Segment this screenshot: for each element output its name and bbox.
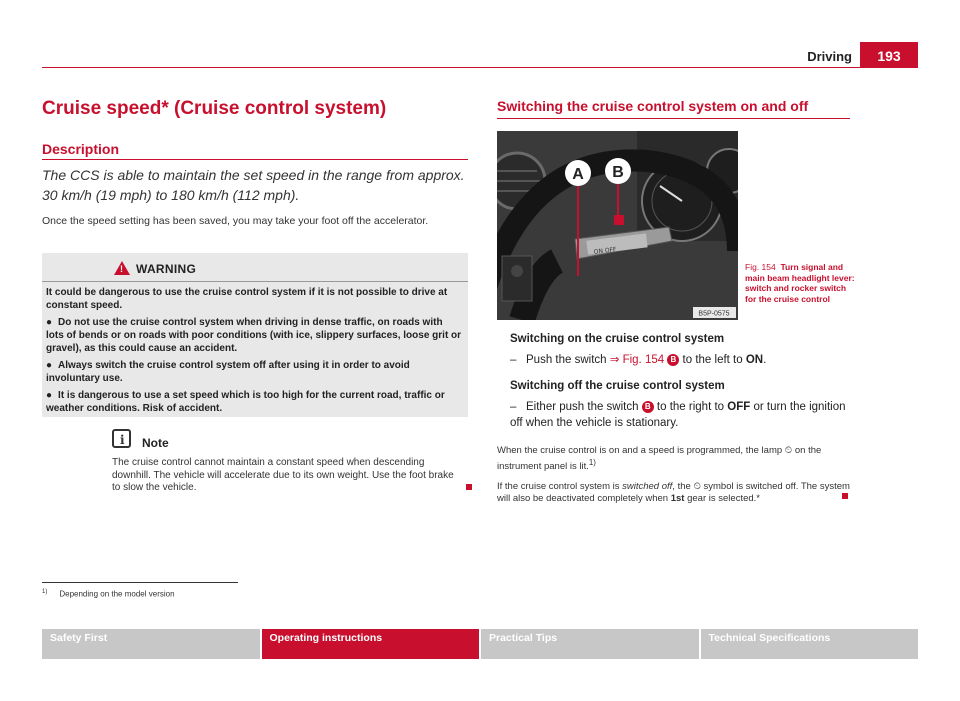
figure-code: B5P-0575 [698, 310, 730, 318]
cruise-control-symbol-icon: ⏲ [693, 481, 701, 492]
figure-steering-lever [497, 131, 738, 320]
figure-caption [745, 262, 855, 304]
subsection-heading: Description [42, 141, 120, 157]
switch-off-title: Switching off the cruise control system [510, 380, 725, 392]
deactivation-paragraph: If the cruise control system is switched off, the ⏲ symbol is switched off. The system will also be deactivated completely when 1st gear is selected.* [497, 481, 850, 504]
lamp-paragraph: When the cruise control is on and a speed is programmed, the lamp ⏲ on the instrument panel is lit.$^{1)}$ [497, 445, 822, 473]
warning-body [46, 286, 462, 419]
note-body: The cruise control cannot maintain a constant speed when descending downhill. The vehicle will accelerate due to its own weight. Use the foot brake to slow the vehicle. [112, 457, 454, 493]
callout-a: A [572, 166, 584, 183]
page-number: 193 [860, 42, 918, 68]
warning-title: WARNING [136, 262, 197, 276]
switch-on-title: Switching on the cruise control system [510, 333, 725, 345]
switch-off-step: – Either push the switch B to the right to OFF or turn the ignition off when the vehicle is stationary. [510, 401, 846, 429]
switch-b-badge: B [667, 354, 679, 366]
steering-wheel-illustration [497, 131, 738, 320]
warning-bullet: ● Always switch the cruise control system off after using it in order to avoid involuntary use. [46, 360, 410, 384]
warning-box [42, 253, 468, 417]
running-header-title: Driving [807, 49, 852, 64]
figure-number: Fig. 154 [745, 262, 776, 272]
body-text: Once the speed setting has been saved, you may take your foot off the accelerator. [42, 215, 429, 227]
warning-header [42, 253, 468, 282]
footnote-ref: 1) [588, 458, 596, 467]
note-title: Note [142, 436, 169, 450]
section-end-mark [466, 484, 472, 490]
subsection-rule [42, 159, 468, 160]
tab-practical-tips[interactable]: Practical Tips [481, 629, 699, 659]
bullet-dot: ● [46, 390, 53, 401]
cruise-control-lamp-icon: ⏲ [784, 445, 793, 456]
section-heading: Cruise speed* (Cruise control system) [42, 98, 387, 119]
intro-text: The CCS is able to maintain the set speed in the range from approx. 30 km/h (19 mph) to 180 km/h (112 mph). [42, 167, 465, 203]
right-section-rule [497, 118, 850, 119]
footer-navigation [42, 629, 918, 659]
tab-operating-instructions[interactable]: Operating instructions [262, 629, 480, 659]
switch-on-step: – Push the switch ⇒ Fig. 154 B to the left to ON. [510, 354, 767, 366]
right-section-heading: Switching the cruise control system on and off [497, 98, 809, 114]
bullet-dot: ● [46, 317, 53, 328]
bullet-dot: ● [46, 360, 53, 371]
switch-b-badge: B [642, 401, 654, 413]
figure-caption-text: Turn signal and main beam headlight lever: switch and rocker switch for the cruise control [745, 262, 855, 304]
footnote-rule [42, 582, 238, 583]
warning-bullet: ● It is dangerous to use a set speed which is too high for the current road, traffic or weather conditions. Risk of accident. [46, 390, 445, 414]
footnote: $^{1)}$ Depending on the model version [42, 589, 175, 599]
warning-bullet: ● Do not use the cruise control system when driving in dense traffic, on roads with lots of bends or on roads with poor conditions (with ice, slippery surfaces, loose grit or gravel), as this could cause an accident. [46, 317, 462, 354]
note-info-icon: i [112, 429, 131, 448]
callout-b: B [612, 164, 624, 181]
svg-text:ON OFF: ON OFF [593, 246, 617, 256]
header-rule [42, 67, 860, 68]
tab-safety-first[interactable]: Safety First [42, 629, 260, 659]
section-end-mark [842, 493, 848, 499]
warning-text: It could be dangerous to use the cruise control system if it is not possible to drive at constant speed. [46, 287, 448, 311]
figure-reference-link[interactable]: ⇒ Fig. 154 [609, 354, 665, 366]
tab-technical-specifications[interactable]: Technical Specifications [701, 629, 919, 659]
warning-exclamation-glyph: ! [120, 264, 123, 274]
